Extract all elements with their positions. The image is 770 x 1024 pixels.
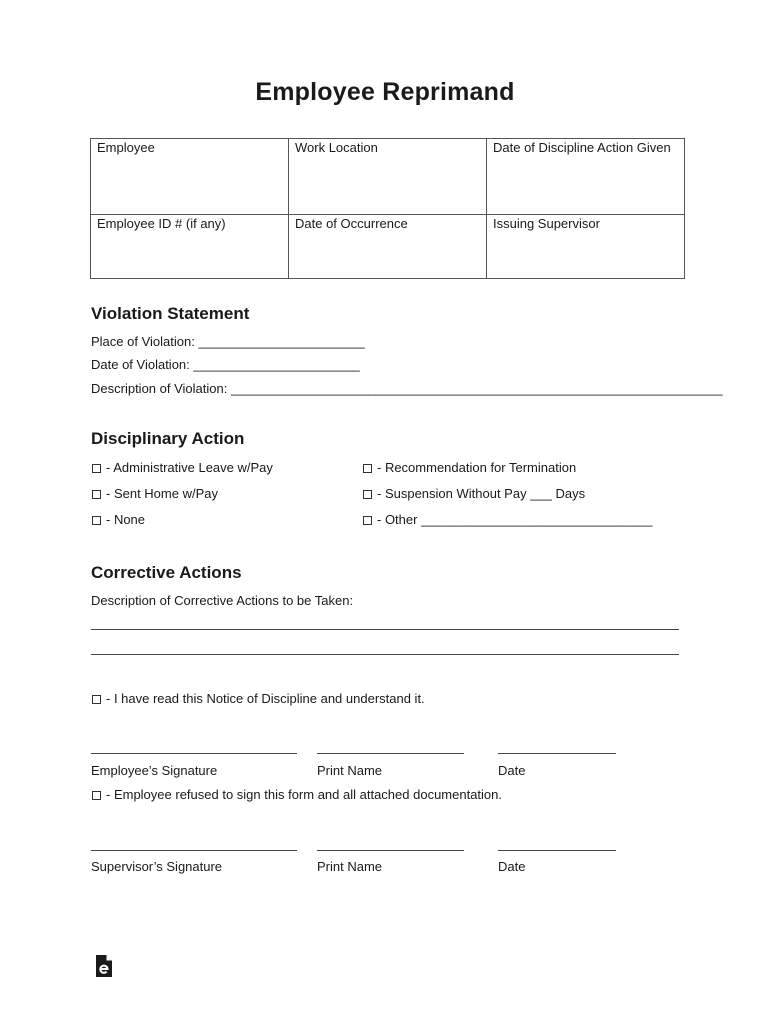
supervisor-print-name-line[interactable] — [317, 850, 464, 851]
option-suspension[interactable] — [363, 486, 585, 502]
acknowledge-label: - I have read this Notice of Discipline and understand it. — [106, 691, 425, 706]
option-label: - Administrative Leave w/Pay — [106, 460, 273, 475]
option-none[interactable] — [92, 512, 145, 528]
checkbox[interactable] — [92, 490, 101, 499]
supervisor-date-label: Date — [498, 859, 526, 874]
option-label: - Suspension Without Pay ___ Days — [377, 486, 586, 501]
work-location-cell[interactable]: Work Location — [289, 139, 487, 215]
employee-signature-label: Employee’s Signature — [91, 763, 218, 778]
corrective-description-label: Description of Corrective Actions to be Taken: — [91, 593, 354, 608]
discipline-date-cell[interactable]: Date of Discipline Action Given — [487, 139, 685, 215]
place-of-violation-field[interactable]: Place of Violation: _______________________ — [91, 334, 365, 349]
employee-date-label: Date — [498, 763, 526, 778]
option-other[interactable] — [363, 512, 652, 528]
page-title: Employee Reprimand — [255, 78, 515, 106]
employee-date-line[interactable] — [498, 753, 616, 754]
corrective-heading: Corrective Actions — [91, 563, 242, 582]
checkbox[interactable] — [363, 490, 372, 499]
violation-heading: Violation Statement — [91, 304, 250, 323]
employee-print-name-line[interactable] — [317, 753, 464, 754]
checkbox[interactable] — [92, 791, 101, 800]
employee-print-name-label: Print Name — [317, 763, 383, 778]
refused-label: - Employee refused to sign this form and all attached documentation. — [106, 787, 502, 802]
disciplinary-heading: Disciplinary Action — [91, 429, 245, 448]
description-of-violation-field[interactable]: Description of Violation: ____________________________________________________________________ — [91, 381, 723, 396]
option-label: - None — [106, 512, 146, 527]
employee-info-table — [90, 138, 685, 279]
checkbox[interactable] — [92, 464, 101, 473]
option-termination[interactable] — [363, 460, 576, 476]
corrective-line-2[interactable] — [91, 654, 679, 655]
checkbox[interactable] — [92, 516, 101, 525]
supervisor-signature-label: Supervisor’s Signature — [91, 859, 223, 874]
employee-signature-line[interactable] — [91, 753, 297, 754]
date-of-violation-field[interactable]: Date of Violation: _______________________ — [91, 357, 360, 372]
checkbox[interactable] — [363, 516, 372, 525]
option-administrative-leave[interactable] — [92, 460, 273, 476]
checkbox[interactable] — [92, 695, 101, 704]
corrective-line-1[interactable] — [91, 629, 679, 630]
supervisor-print-name-label: Print Name — [317, 859, 383, 874]
supervisor-date-line[interactable] — [498, 850, 616, 851]
occurrence-date-cell[interactable]: Date of Occurrence — [289, 215, 487, 279]
option-sent-home[interactable] — [92, 486, 218, 502]
option-label: - Other ________________________________ — [377, 512, 653, 527]
issuing-supervisor-cell[interactable]: Issuing Supervisor — [487, 215, 685, 279]
employee-id-cell[interactable]: Employee ID # (if any) — [91, 215, 289, 279]
employee-cell[interactable]: Employee — [91, 139, 289, 215]
refused-option[interactable] — [92, 787, 502, 803]
acknowledge-option[interactable] — [92, 691, 425, 707]
checkbox[interactable] — [363, 464, 372, 473]
option-label: - Recommendation for Termination — [377, 460, 577, 475]
supervisor-signature-line[interactable] — [91, 850, 297, 851]
option-label: - Sent Home w/Pay — [106, 486, 218, 501]
eforms-logo-icon — [94, 955, 112, 977]
